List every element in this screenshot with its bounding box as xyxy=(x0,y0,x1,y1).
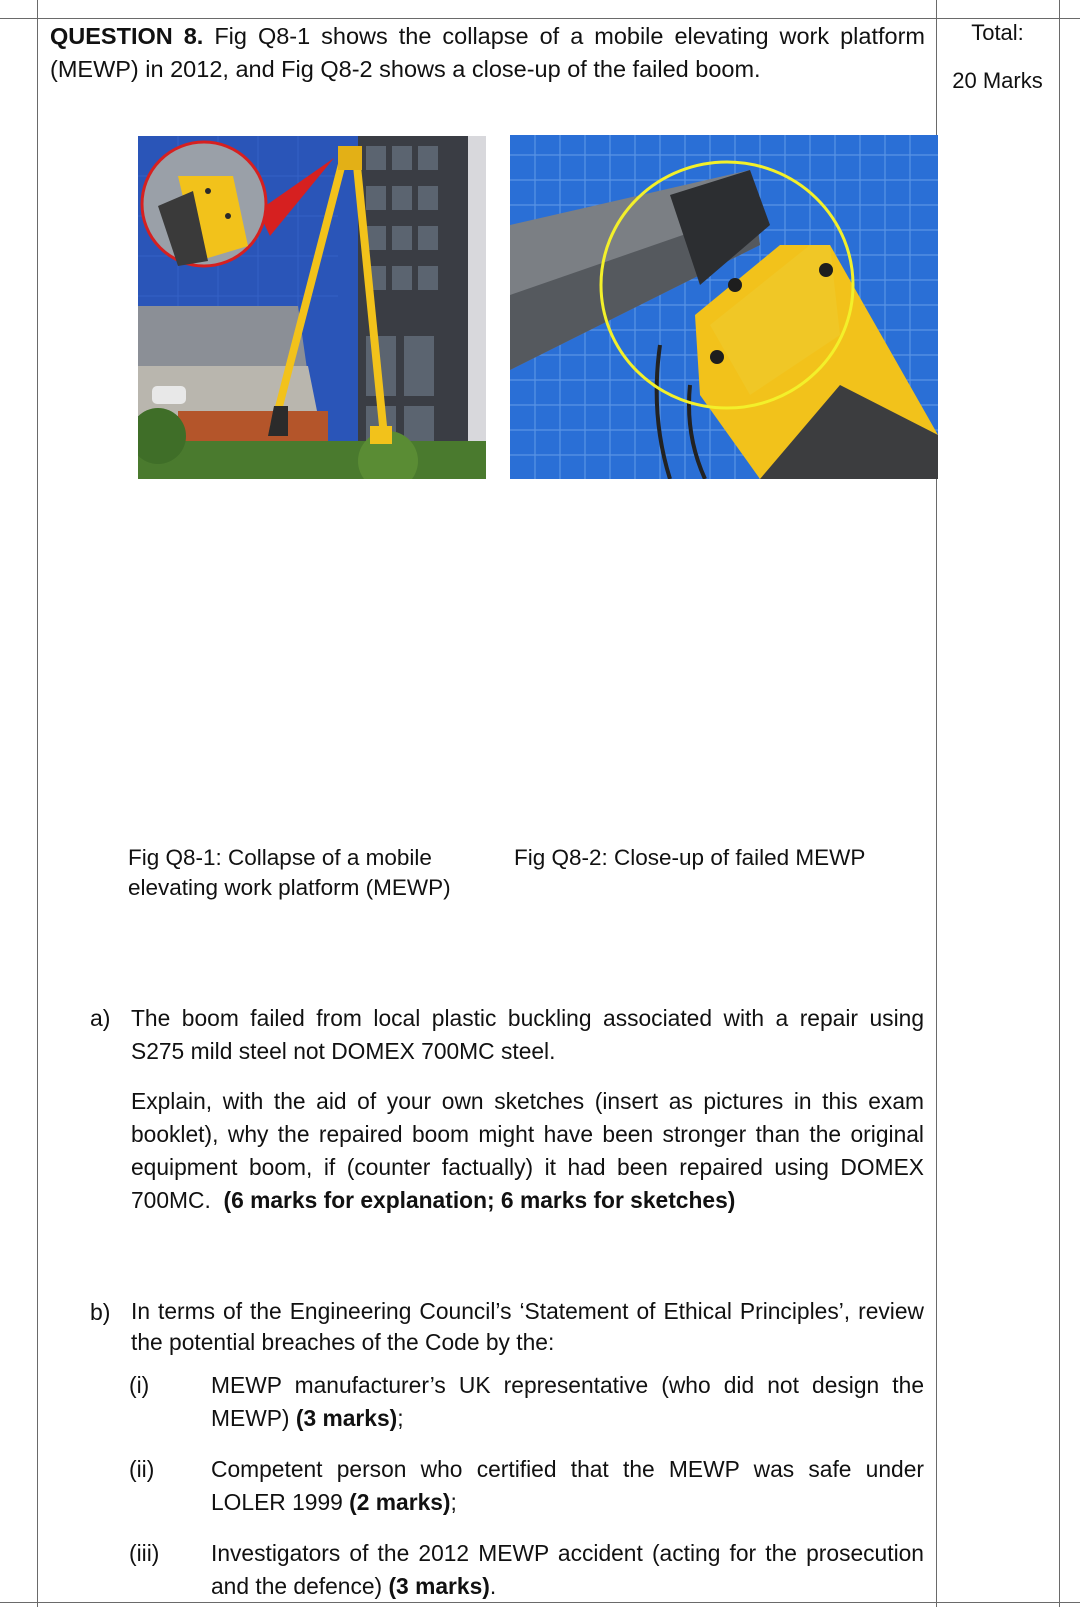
fig-q8-1-caption: Fig Q8-1: Collapse of a mobile elevating work platform (MEWP) xyxy=(128,845,451,900)
table-border-top xyxy=(0,18,1080,19)
part-a-question-text: Explain, with the aid of your own sketches (insert as pictures in this exam booklet), why the repaired boom might have been stronger than the original equipment boom, if (counter factually) it had been repaired using DOMEX 700MC. xyxy=(131,1088,924,1213)
part-b-intro: In terms of the Engineering Council’s ‘Statement of Ethical Principles’, review the potential breaches of the Code by the: xyxy=(131,1298,924,1355)
question-intro xyxy=(50,20,925,86)
part-b-item-end: . xyxy=(489,1573,497,1599)
part-a-marks: (6 marks for explanation; 6 marks for sketches) xyxy=(223,1187,736,1213)
fig-q8-2-photo xyxy=(510,135,938,479)
part-b-item-end: ; xyxy=(397,1405,404,1431)
part-b-item xyxy=(211,1453,924,1519)
table-border-right xyxy=(1059,0,1060,1607)
part-b-item xyxy=(211,1537,924,1603)
part-b-item-label: (ii) xyxy=(129,1456,155,1482)
part-b-item-marks: (2 marks) xyxy=(349,1489,451,1515)
part-b-label: b) xyxy=(90,1299,111,1325)
part-b-item-marks: (3 marks) xyxy=(295,1405,398,1431)
part-a-statement: The boom failed from local plastic buckling associated with a repair using S275 mild steel not DOMEX 700MC steel. xyxy=(131,1005,924,1064)
total-label: Total: xyxy=(971,20,1024,45)
part-b-item-end: ; xyxy=(450,1489,457,1515)
part-b-item xyxy=(211,1369,924,1435)
fig-q8-1-photo xyxy=(138,136,486,479)
total-marks: 20 Marks xyxy=(952,68,1043,93)
part-a-question xyxy=(131,1085,924,1217)
part-b-item-text: Competent person who certified that the MEWP was safe under LOLER 1999 xyxy=(211,1456,924,1515)
part-b-item-marks: (3 marks) xyxy=(388,1573,490,1599)
question-heading: QUESTION 8. xyxy=(50,23,204,49)
part-b-item-text: Investigators of the 2012 MEWP accident (acting for the prosecution and the defence) xyxy=(211,1540,924,1599)
part-b-item-label: (iii) xyxy=(129,1540,160,1566)
part-b-item-text: MEWP manufacturer’s UK representative (who did not design the MEWP) xyxy=(211,1372,924,1431)
question-intro-text: Fig Q8-1 shows the collapse of a mobile elevating work platform (MEWP) in 2012, and Fig Q8-2 shows a close-up of the failed boom. xyxy=(50,23,925,82)
part-b-item-label: (i) xyxy=(129,1372,150,1398)
fig-q8-2-caption: Fig Q8-2: Close-up of failed MEWP xyxy=(514,845,866,870)
table-border-left xyxy=(37,0,38,1607)
part-a-label: a) xyxy=(90,1005,111,1031)
